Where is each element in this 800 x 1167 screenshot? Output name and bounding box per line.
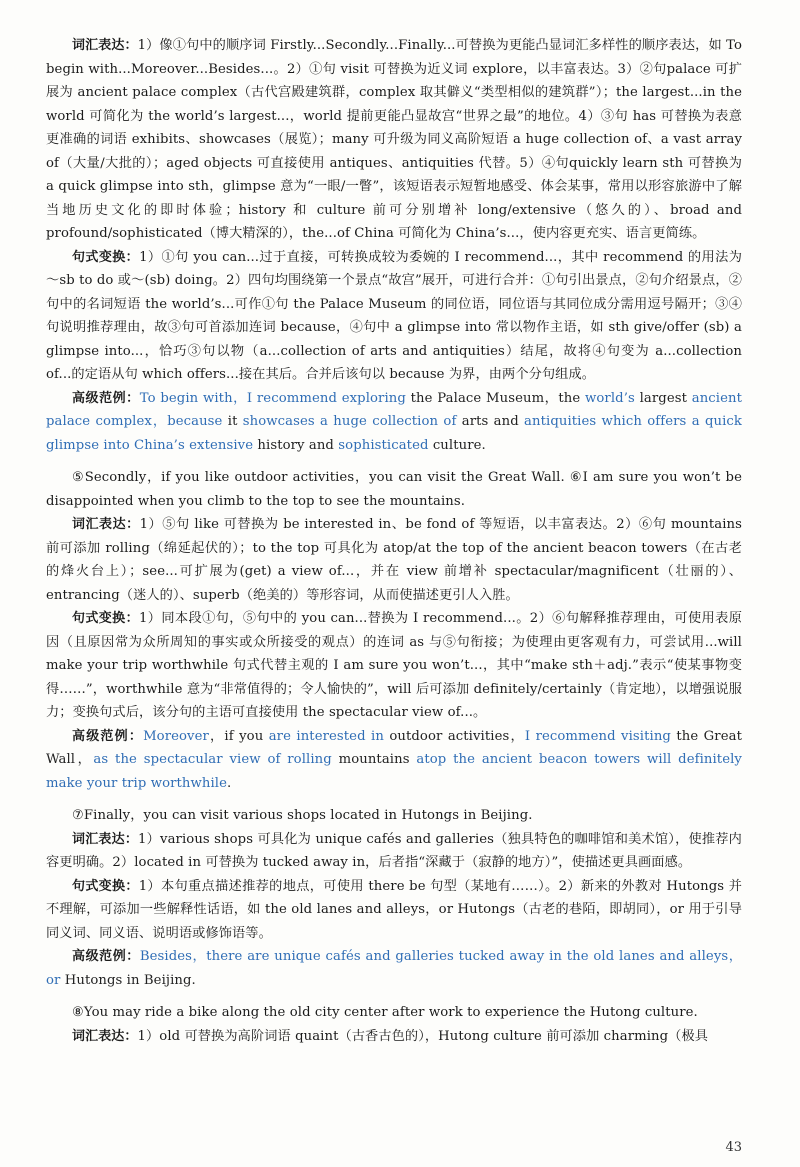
example-text-1 [46,391,742,453]
vocab-paragraph-4 [46,1025,742,1049]
example-text-segment: arts and [456,414,525,429]
example-paragraph-3 [46,945,742,992]
sentence-text-1: 1）①句 you can...过于直接，可转换成较为委婉的 I recommend...，其中 recommend 的用法为～sb to do 或～(sb) doing。2）四句均围绕第一个景点“故宫”展开，可进行合并：①句引出景点，②句介绍景点，②句中的名词短语 the world’s...可作①句 the Palace Museum 的同位语，同位语与其同位成分需用逗号隔开；③④句说明推荐理由，故③句可首添加连词 because，④句中 a glimpse into 常以物作主语，如 sth give/offer (sb) a glimpse into...，恰巧③句以物（a...collection of arts and antiquities）结尾，故将④句变为 a...collection of...的定语从句 which offers...接在其后。合并后该句以 because 为界，由两个分句组成。 [46,249,742,382]
highlighted-phrase: atop the ancient beacon towers will definitely make your trip worthwhile [46,752,742,791]
sentence-text-3: 1）本句重点描述推荐的地点，可使用 there be 句型（某地有……）。2）新来的外教对 Hutongs 并不理解，可添加一些解释性话语，如 the old lanes and alleys，or Hutongs（古老的巷陌，即胡同），or 用于引导同义词、同义语、说明语或修饰语等。 [46,878,742,941]
vocab-label: 词汇表达： [72,517,140,532]
highlighted-phrase: sophisticated [338,437,429,453]
vocab-paragraph-1 [46,34,742,246]
highlighted-phrase: world’s [585,390,635,406]
original-sentences-5-6: ⑤Secondly，if you like outdoor activities，you can visit the Great Wall. ⑥I am sure you won’t be disappointed when you climb to the top to see the mountains. [46,470,742,509]
example-text-segment: culture. [428,437,486,453]
highlighted-phrase: To begin with [139,390,233,406]
highlighted-phrase: are interested in [268,728,384,744]
sentence-paragraph-3 [46,875,742,946]
vocab-label: 词汇表达： [72,38,138,53]
example-text-segment: history and [253,437,339,453]
example-text-segment: it [222,414,243,429]
highlighted-phrase: Moreover [143,728,209,744]
vocab-text-4: 1）old 可替换为高阶词语 quaint（古香古色的），Hutong culture 前可添加 charming（极具 [137,1028,709,1044]
vocab-label: 词汇表达： [72,831,139,847]
vocab-text-1: 1）像①句中的顺序词 Firstly...Secondly...Finally...可替换为更能凸显词汇多样性的顺序表达，如 To begin with...Moreover...Besides...。2）①句 visit 可替换为近义词 explore，以丰富表达。3）②句palace 可扩展为 ancient palace complex（古代宫殿建筑群，complex 取其僻义“类型相似的建筑群”）；the largest...in the world 可简化为 the world’s largest...，world 提前更能凸显故宫“世界之最”的地位。4）③句 has 可替换为表意更准确的词语 exhibits、showcases（展览）；many 可升级为同义高阶短语 a huge collection of、a vast array of（大量/大批的）；aged objects 可直接使用 antiques、antiquities 代替。5）④句quickly learn sth 可替换为 a quick glimpse into sth，glimpse 意为“一眼/一瞥”，该短语表示短暂地感受、体会某事，常用以形容旅游中了解当地历史文化的即时体验；history 和 culture 前可分别增补 long/extensive（悠久的）、broad and profound/sophisticated（博大精深的），the...of China 可简化为 China’s...，使内容更充实、语言更简练。 [46,38,742,241]
example-text-segment: the Palace Museum， [405,390,559,406]
highlighted-phrase: I recommend exploring [246,390,406,406]
example-label: 高级范例： [72,390,140,406]
example-text-segment: outdoor activities， [383,728,525,744]
example-text-segment: . [227,775,232,791]
original-sentence-7: ⑦Finally，you can visit various shops located in Hutongs in Beijing. [72,808,533,823]
vocab-label: 词汇表达： [72,1028,138,1044]
sentence-label: 句式变换： [72,878,139,894]
example-text-segment: the [558,390,585,406]
example-text-2 [46,729,742,791]
highlighted-phrase: ancient palace complex，because [46,390,742,429]
sentence-label: 句式变换： [72,611,139,626]
example-text-segment: largest [634,390,692,406]
page-number: 43 [725,1140,742,1155]
example-text-segment: mountains [331,752,417,767]
sentence-text-2: 1）同本段①句，⑤句中的 you can...替换为 I recommend...。2）⑥句解释推荐理由，可使用表原因（且原因常为众所周知的事实或众所接受的观点）的连词 as 与⑤句衔接；为使理由更客观有力，可尝试用...will make your trip worthwhile 句式代替主观的 I am sure you won’t...，其中“make sth＋adj.”表示“使某事物变得……”，worthwhile 意为“非常值得的；令人愉快的”，will 后可添加 definitely/certainly（肯定地），以增强说服力；变换句式后，该分句的主语可直接使用 the spectacular view of...。 [46,611,742,720]
example-label: 高级范例： [72,728,144,744]
example-paragraph-1 [46,387,742,458]
highlighted-phrase: Besides，there are unique cafés and galleries tucked away in the old lanes and alleys，or [46,949,742,988]
highlighted-phrase: antiquities which offers a quick glimpse into China’s extensive [46,414,742,453]
example-text-3 [46,949,742,988]
sentence-paragraph-1 [46,246,742,387]
vocab-paragraph-2 [46,513,742,607]
example-paragraph-2 [46,725,742,796]
highlighted-phrase: showcases a huge collection of [242,414,457,429]
example-text-segment: the Great Wall， [46,728,742,767]
sentence-label: 句式变换： [72,249,140,265]
highlighted-phrase: as the spectacular view of rolling [93,752,332,767]
example-text-segment: ，if you [208,728,269,744]
highlighted-phrase: ， [232,390,247,406]
example-text-segment: Hutongs in Beijing. [60,972,196,988]
highlighted-phrase: I recommend visiting [524,728,671,744]
example-label: 高级范例： [72,949,140,964]
vocab-paragraph-3 [46,828,742,875]
vocab-text-3: 1）various shops 可具化为 unique cafés and galleries（独具特色的咖啡馆和美术馆），使推荐内容更明确。2）located in 可替换为 tucked away in，后者指“深藏于（寂静的地方）”，使描述更具画面感。 [46,831,742,870]
original-sentence-8: ⑧You may ride a bike along the old city center after work to experience the Hutong culture. [72,1005,698,1020]
vocab-text-2: 1）⑤句 like 可替换为 be interested in、be fond of 等短语，以丰富表达。2）⑥句 mountains 前可添加 rolling（绵延起伏的）；to the top 可具化为 atop/at the top of the ancient beacon towers（在古老的烽火台上）；see...可扩展为(get) a view of...，并在 view 前增补 spectacular/magnificent（壮丽的）、entrancing（迷人的）、superb（绝美的）等形容词，从而使描述更引人入胜。 [46,517,742,603]
sentence-paragraph-2 [46,607,742,725]
